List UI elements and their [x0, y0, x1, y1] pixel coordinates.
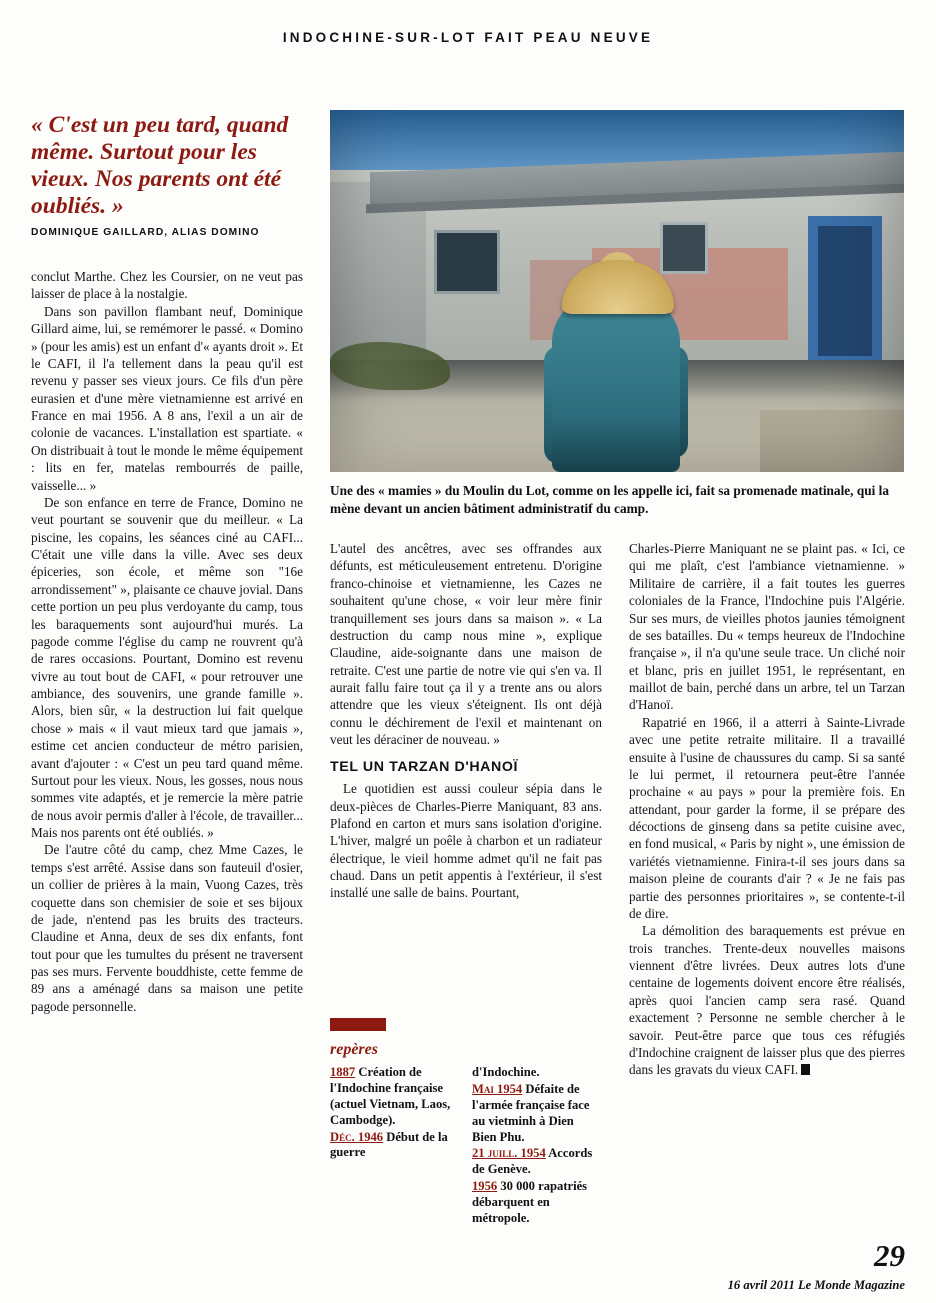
reperes-text: Création de l'Indochine française (actuel Vietnam, Laos, Cambodge).	[330, 1065, 451, 1127]
paragraph: L'autel des ancêtres, avec ses offrandes aux défunts, est méticuleusement entretenu. D'origine franco-chinoise et vietnamienne, les Cazes ne souhaitent qu'une chose, « voir leur mère finir tranquillement ses jours dans sa maison ». « La destruction du camp nous mine », explique Claudine, aide-soignante dans une maison de retraite. C'est une partie de notre vie qui s'en va. Il aurait fallu faire tout ça il y a trente ans ou alors attendre que les vieux s'éteignent. Ils ont déjà connu le déchirement de l'exil et maintenant on veut les déraciner de nouveau. »	[330, 541, 602, 748]
reperes-date: Déc. 1946	[330, 1129, 384, 1144]
issue-line: 16 avril 2011 Le Monde Magazine	[727, 1278, 905, 1292]
page-number: 29	[874, 1238, 905, 1273]
reperes-columns	[330, 1065, 602, 1228]
reperes-date: 21 juill. 1954	[472, 1146, 546, 1161]
reperes-box	[330, 1018, 602, 1228]
paragraph: Charles-Pierre Maniquant ne se plaint pas. « Ici, ce qui me plaît, c'est l'ambiance vietnamienne. » Militaire de carrière, il a fait toutes les guerres coloniales de la France, l'Indochine puis l'Algérie. Sur ses murs, de vieilles photos jaunies témoignent de ses batailles. Du « temps heureux de l'Indochine française », il n'a qu'une seule trace. Un cliché noir et blanc, pris en juillet 1951, le représentant, en maillot de bain, perché dans un arbre, tel un Tarzan d'Hanoï.	[629, 541, 905, 713]
paragraph: Le quotidien est aussi couleur sépia dans le deux-pièces de Charles-Pierre Maniquant, 83 ans. Plafond en carton et murs sans isolation d'origine. L'hiver, malgré un poêle à charbon et un radiateur électrique, le vieil homme admet qu'il ne fait pas chaud. Dans un petit appentis à l'extérieur, il s'est installé une salle de bains. Pourtant,	[330, 781, 602, 901]
paragraph	[629, 922, 905, 1078]
reperes-date: 1887	[330, 1065, 356, 1080]
section-subheading: TEL UN TARZAN D'HANOÏ	[330, 758, 519, 775]
photo-vignette	[330, 110, 904, 472]
reperes-entry	[472, 1146, 600, 1178]
reperes-entry	[472, 1179, 600, 1227]
reperes-date: Mai 1954	[472, 1082, 523, 1097]
reperes-text: Début de la guerre	[330, 1129, 448, 1160]
reperes-column-right	[472, 1065, 600, 1228]
article-photo	[330, 110, 904, 472]
text-column-2	[330, 540, 602, 902]
end-mark	[801, 1064, 810, 1075]
reperes-text: Défaite de l'armée française face au vietminh à Dien Bien Phu.	[472, 1082, 590, 1144]
reperes-text: 30 000 rapatriés débarquent en métropole.	[472, 1179, 588, 1225]
reperes-date: 1956	[472, 1179, 498, 1194]
paragraph: conclut Marthe. Chez les Coursier, on ne veut pas laisser de place à la nostalgie.	[31, 269, 303, 302]
running-head: INDOCHINE-SUR-LOT FAIT PEAU NEUVE	[282, 30, 654, 45]
reperes-title: repères	[330, 1041, 378, 1058]
pull-quote-attribution: DOMINIQUE GAILLARD, ALIAS DOMINO	[31, 227, 260, 239]
reperes-column-left	[330, 1065, 458, 1228]
reperes-entry	[472, 1082, 600, 1145]
paragraph: De son enfance en terre de France, Domino ne veut pourtant se souvenir que du meilleur. « La piscine, les copains, les séances ciné au CAFI... C'était une ville dans la ville. Avec ses deux épiceries, son école, et même son "16e arrondissement" », plaisante ce chauve jovial. Dans cette portion un peu plus verdoyante du camp, tous les baraquements sont aujourd'hui murés. La pagode comme l'église du camp ne rouvrent qu'à de rares occasions. Pourtant, Domino est revenu vivre au tout bout de CAFI, « pour retrouver une ambiance, des souvenirs, une grande famille ». Alors, bien sûr, « la destruction lui fait quelque chose » mais « il vaut mieux tard que jamais », estime cet ancien conducteur de métro parisien, avant d'ajouter : « C'est un peu tard quand même. Surtout pour les vieux. Nous, les gosses, nous nous sommes vite adaptés, et je remercie la mère patrie de nous avoir permis d'aller à l'école, de travailler... Mais nos parents ont été oubliés. »	[31, 494, 303, 840]
reperes-text: Accords de Genève.	[472, 1146, 593, 1177]
paragraph: Rapatrié en 1966, il a atterri à Sainte-Livrade avec une petite retraite militaire. Il a travaillé ensuite à l'usine de chaussures du camp. Si sa santé le lui permet, il retournera peut-être l'année prochaine « au pays » pour la première fois. En attendant, pour garder la forme, il se prépare des décoctions de ginseng dans sa petite cuisine avec, en fond musical, « Paris by night », une émission de variétés vietnamienne. Finira-t-il ses jours dans sa maison pleine de courants d'air ? « Je ne fais pas partie des personnes prioritaires », se contente-t-il de dire.	[629, 714, 905, 921]
pull-quote-text: « C'est un peu tard, quand même. Surtout pour les vieux. Nos parents ont été oubliés. »	[31, 112, 289, 220]
paragraph-text: La démolition des baraquements est prévue en trois tranches. Trente-deux nouvelles maisons viennent d'être livrées. Deux autres lots d'une centaine de logements doivent encore être réalisés, après quoi l'ancien camp sera rasé. Quand exactement ? Personne ne semble chercher à le savoir. Peut-être parce que tous ces réfugiés d'Indochine craignent de laisser plus que des pierres dans les gravats du vieux CAFI.	[629, 923, 905, 1078]
paragraph: Dans son pavillon flambant neuf, Dominique Gillard aime, lui, se remémorer le passé. « Domino » (pour les amis) est un enfant d'« ayants droit ». Et le CAFI, il l'a tellement dans la peau qu'il est revenu y passer ses vieux jours. Ce fils d'un père eurasien et d'une mère vietnamienne est arrivé en France en mai 1956. A 8 ans, l'exil a un air de colonie de vacances. L'installation est spartiate. « On distribuait à tout le monde le même équipement : lits en fer, matelas rembourrés de paille, vaisselle... »	[31, 303, 303, 493]
reperes-text: d'Indochine.	[472, 1065, 540, 1080]
reperes-entry	[472, 1065, 600, 1081]
text-column-1	[31, 268, 303, 1015]
photo-illustration	[330, 110, 904, 472]
reperes-entry	[330, 1065, 458, 1128]
text-column-3	[629, 540, 905, 1079]
photo-caption: Une des « mamies » du Moulin du Lot, comme on les appelle ici, fait sa promenade matinale, qui la mène devant un ancien bâtiment administratif du camp.	[330, 483, 889, 516]
pull-quote	[31, 112, 303, 238]
paragraph: De l'autre côté du camp, chez Mme Cazes, le temps s'est arrêté. Assise dans son fauteuil d'osier, un collier de prières à la main, Vuong Cazes, très coquette dans son chemisier de soie et ses bijoux de jade, n'entend pas les bruits des tracteurs. Claudine et Anna, deux de ses dix enfants, font tout pour que les tumultes du présent ne traversent pas ses murs. Fervente bouddhiste, cette femme de 89 ans a aménagé dans sa maison une petite pagode personnelle.	[31, 842, 303, 1014]
reperes-entry	[330, 1130, 458, 1162]
reperes-red-bar	[330, 1018, 386, 1031]
